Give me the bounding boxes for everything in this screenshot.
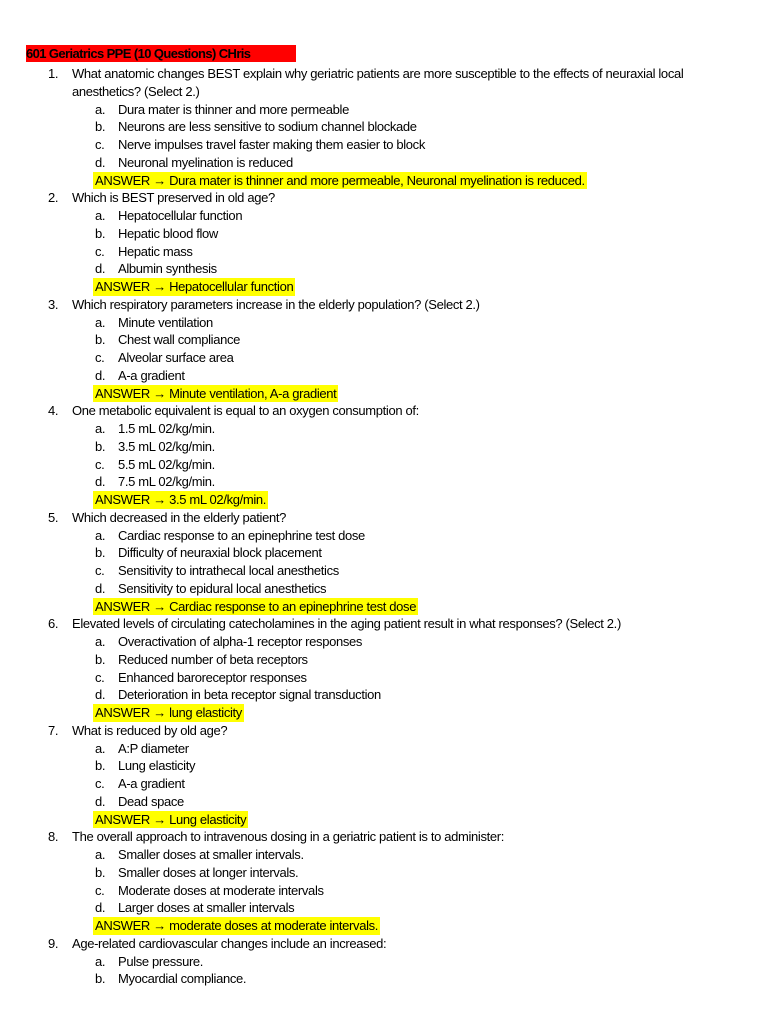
option-letter: a. (95, 421, 106, 436)
answer-option (0, 314, 768, 332)
option-text: Lung elasticity (118, 758, 196, 774)
answer-option (0, 473, 768, 491)
option-letter: d. (95, 793, 106, 809)
option-letter: a. (95, 740, 106, 756)
option-letter: b. (95, 119, 106, 135)
answer-highlight: ANSWER → lung elasticity (95, 705, 242, 720)
question-block (0, 509, 768, 616)
option-letter: d. (95, 154, 106, 170)
answer-highlight: ANSWER → Hepatocellular function (95, 279, 294, 294)
answer-option (0, 527, 768, 545)
question-line (0, 615, 768, 633)
question-list (0, 65, 768, 988)
question-block (0, 189, 768, 296)
option-text: Smaller doses at longer intervals. (118, 864, 299, 880)
answer-option (0, 118, 768, 136)
answer-option (0, 562, 768, 580)
option-text: 7.5 mL 02/kg/min. (118, 474, 215, 490)
answer-option (0, 775, 768, 793)
option-letter: d. (95, 580, 106, 596)
option-text: Difficulty of neuraxial block placement (118, 545, 322, 561)
question-text: Which decreased in the elderly patient? (72, 509, 286, 525)
question-block (0, 402, 768, 509)
question-number: 9. (48, 935, 59, 951)
option-letter: d. (95, 900, 106, 916)
answer-highlight: ANSWER → Lung elasticity (95, 811, 247, 827)
option-text: Sensitivity to epidural local anesthetics (118, 580, 327, 596)
question-line (0, 189, 768, 207)
option-text: Deterioration in beta receptor signal transduction (118, 687, 381, 703)
question-line (0, 935, 768, 953)
answer-row (0, 704, 768, 722)
question-number: 5. (48, 509, 59, 525)
option-letter: a. (95, 101, 106, 117)
option-text: Alveolar surface area (118, 350, 234, 365)
option-letter: a. (95, 953, 106, 969)
question-text: What anatomic changes BEST explain why geriatric patients are more susceptible to the effects of neuraxial local (72, 66, 684, 81)
question-block (0, 296, 768, 403)
answer-option (0, 882, 768, 900)
answer-option (0, 846, 768, 864)
answer-option (0, 367, 768, 385)
answer-option (0, 349, 768, 367)
option-text: Enhanced baroreceptor responses (118, 669, 307, 685)
option-text: Smaller doses at smaller intervals. (118, 847, 304, 862)
question-number: 8. (48, 829, 59, 845)
option-letter: b. (95, 651, 106, 667)
answer-highlight: ANSWER → Dura mater is thinner and more permeable, Neuronal myelination is reduced. (95, 172, 585, 188)
option-letter: c. (95, 350, 105, 365)
answer-highlight: ANSWER → moderate doses at moderate intervals. (95, 918, 379, 933)
option-text: Larger doses at smaller intervals (118, 900, 295, 916)
option-letter: c. (95, 243, 105, 259)
answer-option (0, 953, 768, 971)
option-letter: b. (95, 971, 106, 987)
question-text: Which respiratory parameters increase in the elderly population? (Select 2.) (72, 296, 480, 312)
answer-option (0, 686, 768, 704)
option-text: Hepatic blood flow (118, 225, 218, 241)
option-text: Moderate doses at moderate intervals (118, 882, 324, 898)
question-number: 3. (48, 296, 59, 312)
answer-option (0, 793, 768, 811)
option-letter: a. (95, 314, 106, 330)
answer-option (0, 864, 768, 882)
question-text: What is reduced by old age? (72, 722, 228, 738)
answer-row (0, 278, 768, 296)
option-text: Reduced number of beta receptors (118, 651, 308, 667)
question-block (0, 828, 768, 935)
question-line (0, 509, 768, 527)
question-number: 2. (48, 190, 59, 206)
answer-option (0, 633, 768, 651)
option-text: Chest wall compliance (118, 332, 240, 348)
option-text: A-a gradient (118, 367, 185, 383)
option-text: Sensitivity to intrathecal local anesthetics (118, 563, 339, 578)
option-letter: d. (95, 367, 106, 383)
option-text: Overactivation of alpha-1 receptor responses (118, 634, 363, 649)
option-letter: a. (95, 527, 106, 543)
answer-option (0, 899, 768, 917)
question-line (0, 722, 768, 740)
option-text: Dead space (118, 793, 184, 809)
option-text: 5.5 mL 02/kg/min. (118, 456, 215, 472)
answer-option (0, 260, 768, 278)
option-letter: b. (95, 545, 106, 561)
question-text: Age-related cardiovascular changes include an increased: (72, 935, 387, 951)
answer-row (0, 917, 768, 935)
answer-option (0, 456, 768, 474)
option-text: Minute ventilation (118, 314, 213, 330)
option-letter: d. (95, 261, 106, 277)
option-text: 3.5 mL 02/kg/min. (118, 438, 215, 454)
question-block (0, 615, 768, 722)
answer-highlight: ANSWER → Cardiac response to an epinephrine test dose (95, 598, 417, 614)
option-letter: a. (95, 847, 106, 862)
option-text: Neuronal myelination is reduced (118, 154, 293, 170)
option-text: Cardiac response to an epinephrine test dose (118, 527, 365, 543)
option-letter: b. (95, 758, 106, 774)
option-letter: a. (95, 208, 106, 223)
question-block (0, 722, 768, 829)
answer-option (0, 757, 768, 775)
question-line (0, 65, 768, 83)
answer-option (0, 544, 768, 562)
question-text: One metabolic equivalent is equal to an oxygen consumption of: (72, 403, 419, 419)
question-text: Which is BEST preserved in old age? (72, 190, 275, 206)
answer-option (0, 225, 768, 243)
option-letter: d. (95, 474, 106, 490)
question-text: Elevated levels of circulating catecholamines in the aging patient result in what responses? (Select 2.) (72, 616, 621, 632)
option-letter: b. (95, 225, 106, 241)
option-letter: c. (95, 669, 105, 685)
answer-row (0, 491, 768, 509)
option-letter: b. (95, 332, 106, 348)
question-number: 6. (48, 616, 59, 632)
option-letter: c. (95, 137, 105, 152)
question-number: 4. (48, 403, 59, 419)
answer-row (0, 172, 768, 190)
answer-row (0, 385, 768, 403)
option-letter: c. (95, 456, 105, 472)
option-text: A-a gradient (118, 776, 185, 791)
answer-option (0, 740, 768, 758)
answer-option (0, 243, 768, 261)
question-line (0, 296, 768, 314)
option-letter: a. (95, 634, 106, 649)
answer-option (0, 331, 768, 349)
option-letter: c. (95, 563, 105, 578)
question-number: 1. (48, 66, 59, 81)
answer-option (0, 420, 768, 438)
option-letter: b. (95, 864, 106, 880)
question-text: The overall approach to intravenous dosing in a geriatric patient is to administer: (72, 829, 504, 845)
option-letter: c. (95, 882, 105, 898)
answer-option (0, 438, 768, 456)
option-text: 1.5 mL 02/kg/min. (118, 421, 215, 436)
option-text: Pulse pressure. (118, 953, 204, 969)
answer-option (0, 154, 768, 172)
option-letter: d. (95, 687, 106, 703)
answer-row (0, 811, 768, 829)
document-title: 601 Geriatrics PPE (10 Questions) CHris (26, 45, 296, 62)
answer-option (0, 970, 768, 988)
answer-option (0, 207, 768, 225)
question-block (0, 65, 768, 189)
answer-option (0, 101, 768, 119)
question-number: 7. (48, 722, 59, 738)
answer-highlight: ANSWER → 3.5 mL 02/kg/min. (95, 492, 267, 507)
question-line (0, 828, 768, 846)
question-line (0, 83, 768, 101)
answer-highlight: ANSWER → Minute ventilation, A-a gradient (95, 385, 337, 401)
option-text: Nerve impulses travel faster making them easier to block (118, 137, 425, 152)
option-text: Myocardial compliance. (118, 971, 247, 987)
option-text: Hepatic mass (118, 243, 193, 259)
answer-option (0, 669, 768, 687)
option-letter: b. (95, 438, 106, 454)
option-text: Hepatocellular function (118, 208, 243, 223)
question-line (0, 402, 768, 420)
answer-row (0, 598, 768, 616)
option-text: Albumin synthesis (118, 261, 217, 277)
option-text: Dura mater is thinner and more permeable (118, 101, 349, 117)
answer-option (0, 651, 768, 669)
answer-option (0, 580, 768, 598)
option-letter: c. (95, 776, 105, 791)
answer-option (0, 136, 768, 154)
option-text: Neurons are less sensitive to sodium channel blockade (118, 119, 417, 135)
question-block (0, 935, 768, 988)
question-text: anesthetics? (Select 2.) (72, 83, 200, 99)
option-text: A:P diameter (118, 740, 189, 756)
